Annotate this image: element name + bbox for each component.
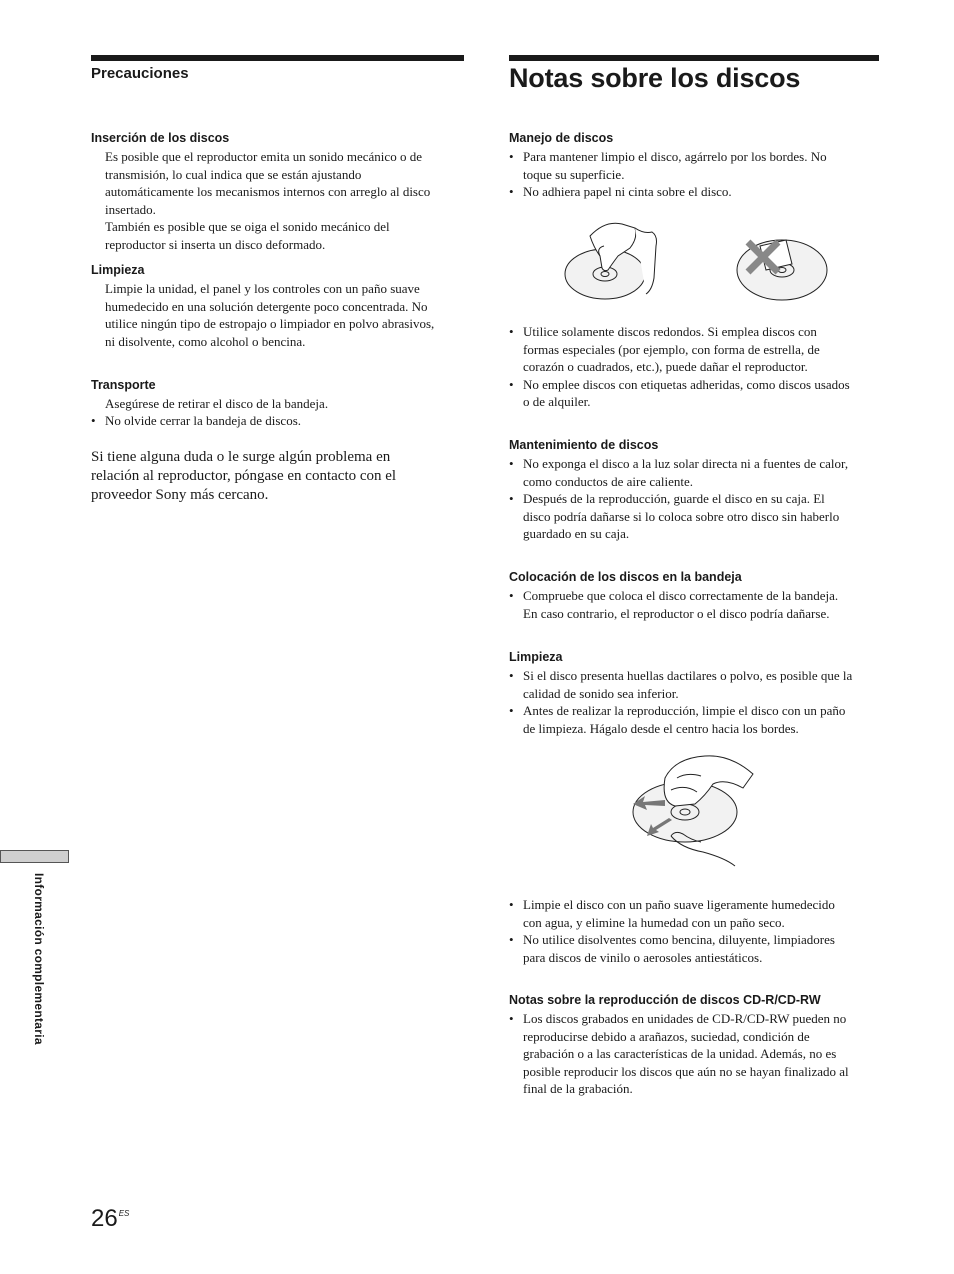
list-item bbox=[91, 412, 464, 430]
text-line: Compruebe que coloca el disco correctamente de la bandeja. bbox=[523, 588, 839, 603]
text-line: No exponga el disco a la luz solar directa ni a fuentes de calor, bbox=[523, 456, 849, 471]
text-line: toque su superficie. bbox=[523, 166, 625, 182]
text-line: También es posible que se oiga el sonido mecánico del bbox=[105, 219, 390, 235]
heading-cdr: Notas sobre la reproducción de discos CD-R/CD-RW bbox=[509, 993, 821, 1007]
list-limpieza-right-2 bbox=[509, 896, 881, 966]
text-line: Antes de realizar la reproducción, limpie el disco con un paño bbox=[523, 703, 846, 719]
text-line: No emplee discos con etiquetas adheridas, como discos usados bbox=[523, 376, 850, 392]
text-line: Limpie el disco con un paño suave ligeramente humedecido bbox=[523, 897, 835, 912]
text-line: Los discos grabados en unidades de CD-R/CD-RW pueden no bbox=[523, 1011, 847, 1026]
list-item bbox=[509, 896, 881, 931]
text-line: Es posible que el reproductor emita un sonido mecánico o de bbox=[105, 149, 422, 164]
text-line: En caso contrario, el reproductor o el disco podría dañarse. bbox=[523, 605, 830, 621]
page-number-value: 26 bbox=[91, 1205, 118, 1232]
list-item bbox=[509, 702, 881, 737]
text-line: guardado en su caja. bbox=[523, 526, 630, 542]
list-item bbox=[509, 931, 881, 966]
heading-mantenimiento: Mantenimiento de discos bbox=[509, 438, 659, 452]
text-line: Si el disco presenta huellas dactilares o polvo, es posible que la bbox=[523, 668, 853, 683]
text-line: Limpie la unidad, el panel y los controles con un paño suave bbox=[105, 281, 420, 296]
text-line: con agua, y elimine la humedad con un paño seco. bbox=[523, 914, 785, 930]
page-number bbox=[91, 1205, 129, 1233]
section-title-precauciones: Precauciones bbox=[91, 65, 189, 82]
left-top-rule bbox=[91, 55, 464, 61]
heading-insercion: Inserción de los discos bbox=[91, 131, 230, 145]
text-line: Asegúrese de retirar el disco de la bandeja. bbox=[105, 396, 329, 411]
bullet: • bbox=[509, 184, 514, 200]
list-item bbox=[509, 667, 881, 702]
text-line: grabación o a las características de la unidad. Además, no es bbox=[523, 1046, 837, 1062]
disc-handling-illustration bbox=[560, 218, 840, 308]
list-transporte bbox=[91, 412, 464, 430]
text-line: insertado. bbox=[105, 201, 156, 217]
bullet: • bbox=[509, 324, 514, 339]
list-colocacion bbox=[509, 587, 881, 622]
disc-held-by-edges-icon bbox=[565, 223, 657, 299]
heading-limpieza-left: Limpieza bbox=[91, 263, 145, 277]
text-line: calidad de sonido sea inferior. bbox=[523, 685, 679, 701]
list-item bbox=[509, 490, 881, 543]
text-line: Utilice solamente discos redondos. Si emplea discos con bbox=[523, 324, 817, 339]
bullet: • bbox=[509, 668, 514, 683]
text-line: transmisión, lo cual indica que se están ajustando bbox=[105, 166, 362, 182]
list-manejo bbox=[509, 148, 881, 201]
disc-with-tape-not-allowed-icon bbox=[737, 240, 827, 300]
side-section-label: Información complementaria bbox=[32, 873, 46, 1045]
bullet: • bbox=[91, 413, 96, 428]
list-item bbox=[509, 183, 881, 201]
heading-manejo: Manejo de discos bbox=[509, 131, 614, 145]
text-line: formas especiales (por ejemplo, con forma de estrella, de bbox=[523, 341, 820, 357]
text-line: o de alquiler. bbox=[523, 394, 591, 410]
disc-cleaning-illustration bbox=[625, 748, 765, 870]
contact-paragraph bbox=[91, 448, 464, 505]
list-item bbox=[509, 148, 881, 183]
paragraph-transporte bbox=[91, 395, 478, 413]
list-cdr bbox=[509, 1010, 881, 1098]
text-line: reproducirse debido a arañazos, suciedad, condición de bbox=[523, 1028, 810, 1044]
text-line: automáticamente los mecanismos internos con arreglo al disco bbox=[105, 184, 431, 200]
bullet: • bbox=[509, 932, 514, 948]
text-line: proveedor Sony más cercano. bbox=[91, 487, 269, 503]
heading-colocacion: Colocación de los discos en la bandeja bbox=[509, 570, 742, 584]
text-line: ni disolvente, como alcohol o bencina. bbox=[105, 333, 306, 349]
text-line: posible reproducir los discos que aún no se hayan finalizado al bbox=[523, 1063, 849, 1079]
bullet: • bbox=[509, 897, 514, 912]
bullet: • bbox=[509, 456, 514, 471]
list-manejo-2 bbox=[509, 323, 881, 411]
page-language-suffix: ES bbox=[118, 1209, 130, 1218]
list-item bbox=[509, 1010, 881, 1098]
list-item bbox=[509, 323, 881, 376]
section-tab-marker bbox=[0, 850, 69, 863]
text-line: utilice ningún tipo de estropajo o limpiador en polvo abrasivos, bbox=[105, 316, 435, 332]
text-line: Después de la reproducción, guarde el disco en su caja. El bbox=[523, 491, 825, 507]
paragraph-insercion bbox=[91, 148, 478, 254]
text-line: final de la grabación. bbox=[523, 1081, 633, 1097]
list-item bbox=[509, 376, 881, 411]
page-title: Notas sobre los discos bbox=[509, 63, 801, 93]
text-line: relación al reproductor, póngase en contacto con el bbox=[91, 468, 397, 484]
text-line: reproductor si inserta un disco deformado. bbox=[105, 236, 326, 252]
list-mantenimiento bbox=[509, 455, 881, 543]
text-line: humedecido en una solución detergente poco concentrada. No bbox=[105, 298, 428, 314]
list-item bbox=[509, 455, 881, 490]
bullet: • bbox=[509, 491, 514, 507]
text-line: disco podría dañarse si lo coloca sobre otro disco sin haberlo bbox=[523, 508, 840, 524]
bullet: • bbox=[509, 703, 514, 719]
bullet: • bbox=[509, 376, 514, 392]
text-line: corazón o cuadrados, etc.), puede dañar el reproductor. bbox=[523, 359, 808, 375]
list-limpieza-right bbox=[509, 667, 881, 737]
heading-limpieza-right: Limpieza bbox=[509, 650, 563, 664]
text-line: Si tiene alguna duda o le surge algún problema en bbox=[91, 449, 391, 465]
right-top-rule bbox=[509, 55, 879, 61]
text-line: de limpieza. Hágalo desde el centro hacia los bordes. bbox=[523, 720, 799, 736]
text-line: para discos de vinilo o aerosoles antiestáticos. bbox=[523, 949, 763, 965]
text-line: No adhiera papel ni cinta sobre el disco. bbox=[523, 184, 732, 200]
list-item bbox=[509, 587, 881, 622]
text-line: como conductos de aire caliente. bbox=[523, 473, 694, 489]
text-line: Para mantener limpio el disco, agárrelo por los bordes. No bbox=[523, 149, 827, 164]
text-line: No utilice disolventes como bencina, diluyente, limpiadores bbox=[523, 932, 835, 948]
bullet: • bbox=[509, 588, 514, 603]
heading-transporte: Transporte bbox=[91, 378, 156, 392]
bullet: • bbox=[509, 1011, 514, 1026]
list-item-text: No olvide cerrar la bandeja de discos. bbox=[105, 413, 302, 428]
bullet: • bbox=[509, 149, 514, 164]
paragraph-limpieza-left bbox=[91, 280, 478, 350]
